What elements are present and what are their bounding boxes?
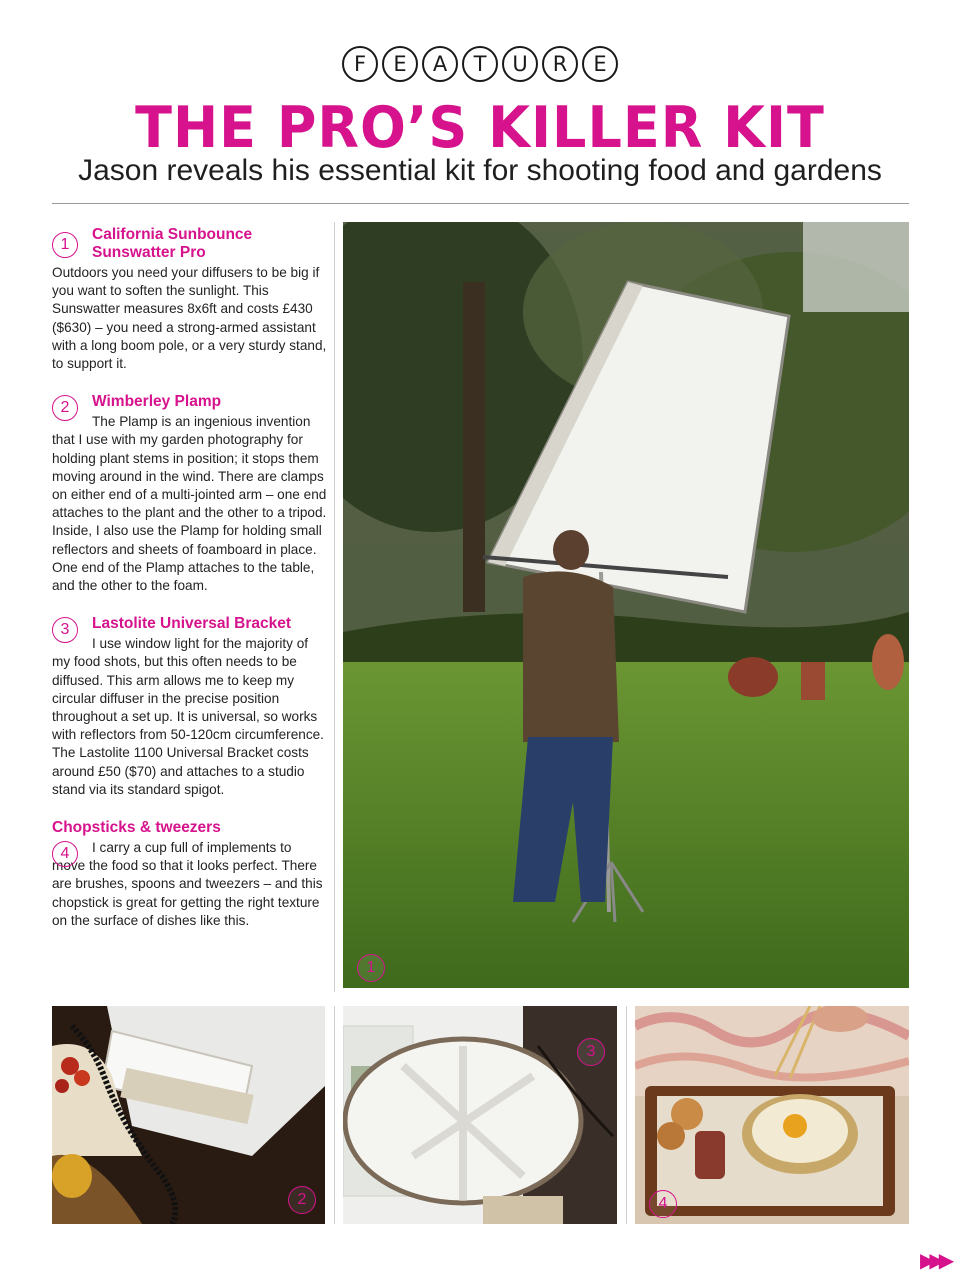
kit-item-plamp: [52, 393, 327, 595]
photo-number-badge: 2: [288, 1186, 316, 1214]
photo-number-badge: 1: [357, 954, 385, 982]
photo-number-badge: 3: [577, 1038, 605, 1066]
photo-sunswatter: [343, 222, 909, 988]
photo-food-illustration: [635, 1006, 909, 1224]
item-number-badge: 1: [52, 232, 78, 258]
item-heading: California Sunbounce Sunswatter Pro: [92, 226, 253, 261]
kit-item-chopsticks: [52, 819, 327, 930]
header-divider: [52, 203, 909, 204]
feature-letter: E: [382, 46, 418, 82]
item-body: [52, 839, 327, 930]
feature-letter: R: [542, 46, 578, 82]
kit-item-sunswatter: [52, 226, 327, 373]
kit-list: [52, 226, 327, 950]
feature-letter: A: [422, 46, 458, 82]
feature-letter: T: [462, 46, 498, 82]
item-body-text: I use window light for the majority of my food shots, but this often needs to be diffused. This arm allows me to keep my circular diffuser in the precise position throughout a set up. It is universal, so works with reflectors from 50-120cm circumference. The Lastolite 1100 Universal Bracket costs around £50 ($70) and attaches to a studio stand via its standard spigot.: [52, 636, 324, 797]
photo-food: [635, 1006, 909, 1224]
item-number-badge: 2: [52, 395, 78, 421]
feature-label: [0, 46, 960, 82]
photo-sunswatter-illustration: [343, 222, 909, 988]
photo-plamp-illustration: [52, 1006, 325, 1224]
next-page-arrows-icon[interactable]: ▶▶▶: [920, 1250, 949, 1272]
item-number-badge: 4: [52, 841, 78, 867]
photo-plamp: [52, 1006, 325, 1224]
item-heading: Wimberley Plamp: [92, 393, 222, 411]
feature-letter: U: [502, 46, 538, 82]
feature-letter: E: [582, 46, 618, 82]
kit-item-bracket: [52, 615, 327, 799]
page-title: THE PRO’S KILLER KIT: [135, 94, 825, 161]
item-heading: Lastolite Universal Bracket: [92, 615, 292, 633]
photo-number-badge: 4: [649, 1190, 677, 1218]
item-body-text: I carry a cup full of implements to move the food so that it looks perfect. There are brushes, spoons and tweezers – and this chopstick is great for getting the right texture on the surface of dishes like this.: [52, 840, 323, 928]
feature-letter: F: [342, 46, 378, 82]
item-body: Outdoors you need your diffusers to be big if you want to soften the sunlight. This Sunswatter measures 8x6ft and costs £430 ($630) – you need a strong-armed assistant with a long boom pole, or a very sturdy stand, to support it.: [52, 265, 327, 372]
column-divider: [334, 1006, 335, 1224]
column-divider: [626, 1006, 627, 1224]
item-body: [52, 635, 327, 799]
item-body: [52, 413, 327, 595]
photo-bracket-illustration: [343, 1006, 617, 1224]
item-body-text: The Plamp is an ingenious invention that I use with my garden photography for holding plant stems in position; it stops them moving around in the wind. There are clamps on either end of a multi-jointed arm – one end attaches to the plant and the other to a tripod. Inside, I also use the Plamp for holding small reflectors and sheets of foamboard in place. One end of the Plamp attaches to the table, and the other to the foam.: [52, 414, 327, 594]
item-number-badge: 3: [52, 617, 78, 643]
page-subtitle: Jason reveals his essential kit for shooting food and gardens: [78, 154, 882, 187]
photo-bracket: [343, 1006, 617, 1224]
column-divider: [334, 222, 335, 992]
item-heading: Chopsticks & tweezers: [52, 819, 221, 837]
